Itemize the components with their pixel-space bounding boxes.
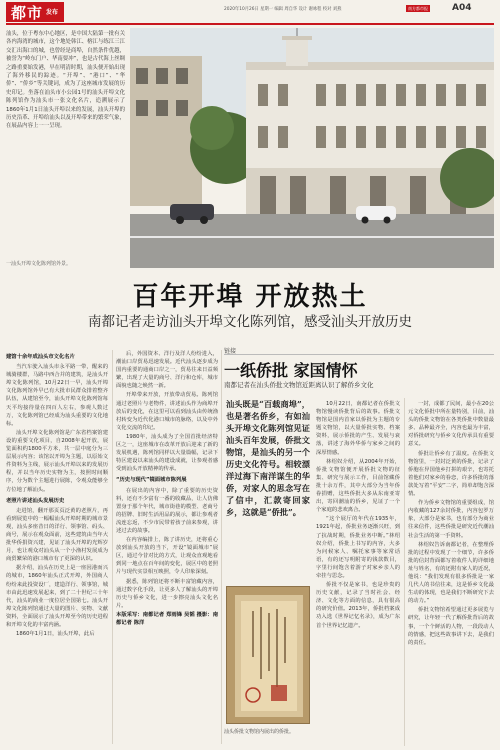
article-column-2 <box>116 350 218 746</box>
column-divider <box>221 350 222 744</box>
section-title-3: “历史与现代”镜面城市陈列展 <box>116 477 187 484</box>
sidebar-subtitle: 南都记者在汕头侨批文物馆近距离认识了解侨乡文化 <box>224 381 374 389</box>
paragraph: 侨批让侨乡有了温度。在侨批文物馆里，一封封泛黄的侨批，记录了侨胞在异国他乡打拼的艰辛，也寄托着他们对家乡的眷恋，许多侨批的落款处写着“平安”二字，简单却饱含深情。 <box>408 450 494 498</box>
section-title-2: 老照片讲述汕头发展历史 <box>6 497 65 504</box>
paragraph: 开埠带来开放，开放带动贸易。陈列馆通过老照片与老物件，讲述汕头作为商埠开放后的变化，在这里可以看到汕头由传统渔村转变为近代化港口城市的脉络，以及中外文化交流的印记。 <box>116 392 218 431</box>
section-brand <box>6 2 64 22</box>
paragraph: “这个展厅的年代在1935年，1921年起，侨批业务逐渐兴旺，到了抗战时期，侨批业务中断。”林绍奴介绍，侨批上书写的内容，大多为问候家人、嘱托家事等家常话语，有的还写明附寄的钱款数目，字里行间饱含着游子对家乡亲人的牵挂与思念。 <box>316 516 400 579</box>
paragraph: 后，外国资本、洋行及洋人纷纷进入，潮汕口岸贸易迅速发展。近代汕头逐步成为国内重要的通商口岸之一，贸易往来日益频繁，出现了大量的商号、洋行和仓库，城市面貌也随之焕然一新。 <box>116 351 218 390</box>
column-divider <box>112 350 113 744</box>
paragraph: 汕头开埠文化陈列馆是广东省档案馆建设的重要文化项目，自2008年起开放，展览面积约1800平方米，共一层中庭分为三层展示内容；该馆以开埠为主题，以原始文件资料为主线，展示汕头开埠以来的发展历程，并以当年历史实物为主，按照时间顺序，分为数个主题进行展陈，令观众能够全方位地了解汕头。 <box>6 429 108 493</box>
paragraph: 走进馆，翻开那页页泛黄的老照片，再看到展览中的一幅幅汕头开埠时期的城市景观，汕头多座昔日的洋行、领事馆、码头、商号，展示在观众面前，这些建筑由当年大批华侨捐资兴建，见证了汕头开埠的光辉岁月，也让观众对汕头从一个小渔村发展成为商贸繁荣的港口城市有了更深的认识。 <box>6 507 108 563</box>
header-meta: 2020年10月26日 星期一 编辑 周自华 设计 谢咏程 校对 刘燕 <box>224 7 342 12</box>
paragraph: 10月22日，南都记者在侨批文物馆慢读侨批背后的故事。侨批文物馆是国内首家以侨批为主题的专题文物馆，以大量侨批实物、档案资料，展示侨批的产生、发展与衰落，讲述了海外华侨与家乡之间的深厚情感。 <box>316 401 400 456</box>
paragraph: 林绍奴介绍，从2004年开始，侨批文物馆便开展侨批文物的征集、研究与展示工作，目前馆藏侨批十余万件，其中大部分为当年侨眷捐赠，这些侨批大多从东南亚寄出，寄回潮汕的侨乡，见证了一个个家庭的悲欢离合。 <box>316 458 400 514</box>
paragraph: 据悉，陈列馆还将不断丰富馆藏内容，通过数字化手段，让更多人了解汕头的开埠历史与侨乡文化，进一步擦亮汕头文化名片。 <box>116 578 218 609</box>
sidebar-title: 一纸侨批 家国情怀 <box>224 361 358 380</box>
paragraph: 一封，成都了民间，最小在20公元文化侨批中所在量特别，目前，汕头的侨批文物馆在各类侨批中数量最多、品种最齐全，内容也最为丰富，对侨批研究与侨乡文化传承具有重要意义。 <box>408 401 494 448</box>
paragraph: 侨批文物馆希望通过更多展览与研究，让年轻一代了解侨批背后的故事，一个个鲜活的人物，一段段动人的情感，把这些故事讲下去，是我们的责任。 <box>408 607 494 646</box>
subheadline: 南都记者走访汕头开埠文化陈列馆，感受汕头开放历史 <box>88 314 412 330</box>
museum-exterior-photo <box>130 28 494 268</box>
link-label: 链接 <box>224 348 237 355</box>
article-column-4 <box>408 400 494 746</box>
header-rule <box>6 23 494 25</box>
paragraph: 在展出的内容中，除了重要的历史资料，还有不少富有一番的收藏品，让人仿佛置身于那个年代，城市街巷的模型、老商号的招牌、旧时生活用品的展示，都让参观者流连忘返，不少市民带着孩子前来参观，讲述过去的故事。 <box>116 487 218 534</box>
headline: 百年开埠 开放热土 <box>132 282 368 312</box>
paragraph: 1980年，汕头成为了全国首批经济特区之一，这座城市在改革开放后迎来了新的发展机遇，陈列馆同样以大量篇幅，记录下特区建设以来汕头的建设成就，让参观者感受到汕头开放精神的传承。 <box>116 433 218 473</box>
pull-quote: 汕头既是“百载商埠”，也是著名侨乡，有如汕头开埠文化陈列馆见证汕头百年发展，侨批文物馆，是汕头的另一个历史文化符号。相较漂洋过海下南洋谋生的华侨，对家人的思念写在了信中，汇款寄回家乡，这就是“侨批”。 <box>226 399 310 517</box>
qiaopi-envelope-illustration <box>227 587 310 724</box>
brand-subtitle: 发布 <box>46 8 59 16</box>
newspaper-badge: 南方都市报 <box>408 6 428 11</box>
paragraph: 1860年1月1日，汕头开埠，此后 <box>16 631 95 638</box>
paragraph: 当汽车驶入汕头市永平路一带，醒来的城骑楼群，马路中西合并的建筑，是汕头开埠文化陈列馆，10月22日一早，汕头开埠文化陈列馆外早已有大批市民群众排着整齐队伍，从建馆至今，汕头开埠文化陈列馆每天平均接待量在四百人左右，参观人数过万，文化陈列馆已经成为汕头重要的文化地标。 <box>6 364 108 427</box>
document-caption: 汕头侨批文物馆内展出的侨批。 <box>224 729 295 735</box>
credits: 本版采写：南都记者 郑雨锋 吴韬 摄影：南都记者 陈洋 <box>116 611 218 626</box>
article-column-1 <box>6 350 108 746</box>
paragraph: 在内容编排上，陈了讲历史，还将重心放到汕头开放的当下，开设“镜面城市”展区，通过今昔对比的方式，让观众直观地看到同一地点在百年间的变化，展区中的老照片与现代实景相互映照，令人印象深刻。 <box>116 537 218 576</box>
paragraph: 据介绍，汕头在历史上是一座因港而兴的城市，1860年汕头正式开埠，外国商人纷纷来此投资设厂，建造洋行、领事馆，城市由此迅速发展起来，到了二十世纪三十年代，汕头的商业一度位居全国第七。汕头开埠文化陈列馆通过大量的图片、实物、文献资料，全面展示了汕头开埠至今的历史进程和开埠文化的丰富内涵。 <box>6 565 108 628</box>
brand-title: 都市 <box>11 3 44 22</box>
paragraph: 侨批不仅是家书，也是珍贵的历史文献，记录了当时社会、经济、文化等方面的信息，具有很高的研究价值。2013年，侨批档案成功入选《世界记忆名录》，成为广东首个世界记忆遗产。 <box>316 582 400 629</box>
paragraph: 作为侨乡文物馆的重要组成，馆内收藏的127余封侨批，内容包罗万象，大部分是家书，也有部分为商业往来信件，这些侨批是研究近代潮汕社会生活的第一手资料。 <box>408 500 494 539</box>
page-header <box>0 0 500 24</box>
column-divider <box>404 398 405 746</box>
page-number: A04 <box>452 3 472 13</box>
intro-text: 汕头，位于粤东中心地区，是中国大陆第一批有关各内海湾的城市，这个地处韩江、榕江与练江三江交汇出海口的城，也曾经是商埠，自然条件优越，被誉为“岭东门户、华南要冲”，也是古代海上丝绸之路重要始发港，早在明清时期，汕头便开始出现了海外移民的踪迹。“开埠”、“港口”、“华侨”、“侨乡”等关键词，成为了这座城市发展的历史印记。坐落在汕头市小公园1号的汕头开埠文化陈列馆作为汕头市一张文化名片，追溯展示了1860年1月1日汕头开埠以来的发展，汕头开埠的历史沿革、开埠给汕头以及开埠带来的繁荣气象，在展品内容上一一呈现。 <box>6 31 125 130</box>
section-title-1: 建馆十余年成汕头市文化名片 <box>6 354 75 360</box>
paragraph: 林绍奴告诉南都记者，在整理侨批的过程中发现了一个细节，许多侨批的信封背面都写着收件人的详细地址与姓名，有的还附有家人的近况，他说：“我们发现有很多侨批是一家几代人的书信往来，这是侨乡文化最生动的体现，也是我们不断研究下去的动力。” <box>408 541 494 605</box>
link-rule <box>224 354 494 355</box>
museum-photo-illustration <box>130 28 494 268</box>
article-column-3 <box>316 400 400 746</box>
photo-caption: 一汕头开埠文化陈列馆外景。 <box>6 261 72 267</box>
qiaopi-document-photo <box>226 586 310 724</box>
